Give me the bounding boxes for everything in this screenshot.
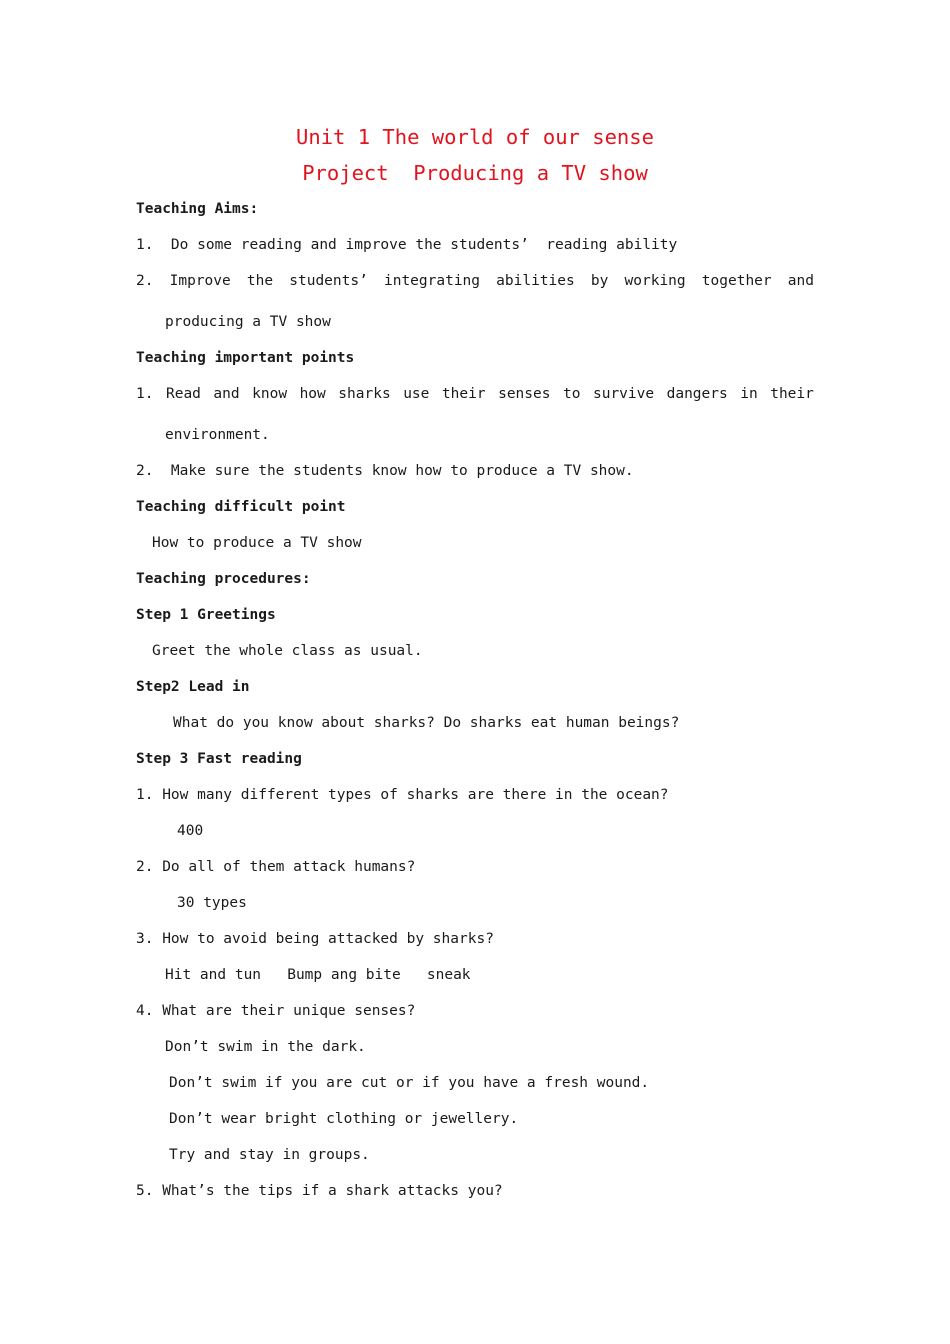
- word: use: [403, 386, 430, 402]
- word: in: [740, 386, 758, 402]
- important-points-heading: Teaching important points: [136, 350, 355, 366]
- step3-answer-1: 400: [177, 823, 204, 839]
- step1-text: Greet the whole class as usual.: [152, 643, 423, 659]
- word: dangers: [666, 386, 728, 402]
- aims-item-2: [136, 271, 814, 291]
- step3-answer-4-line-2: Don’t swim if you are cut or if you have a fresh wound.: [169, 1075, 650, 1091]
- step2-text: What do you know about sharks? Do sharks eat human beings?: [173, 715, 680, 731]
- word: together: [701, 273, 772, 289]
- word: working: [624, 273, 686, 289]
- aims-heading: Teaching Aims:: [136, 201, 259, 217]
- step3-question-1: 1. How many different types of sharks are there in the ocean?: [136, 787, 669, 803]
- important-point-1-continued: environment.: [165, 427, 270, 443]
- word: survive: [592, 386, 655, 402]
- step3-answer-4-line-1: Don’t swim in the dark.: [165, 1039, 366, 1055]
- word: Improve: [169, 273, 231, 289]
- word: and: [787, 273, 814, 289]
- step3-question-3: 3. How to avoid being attacked by sharks?: [136, 931, 494, 947]
- word: integrating: [383, 273, 481, 289]
- word: 1.: [136, 386, 154, 402]
- word: senses: [498, 386, 551, 402]
- word: Read: [165, 386, 201, 402]
- word: abilities: [496, 273, 575, 289]
- document-title: Unit 1 The world of our sense: [296, 125, 654, 149]
- word: sharks: [338, 386, 391, 402]
- word: the: [246, 273, 274, 289]
- step2-heading: Step2 Lead in: [136, 679, 250, 695]
- step3-question-4: 4. What are their unique senses?: [136, 1003, 416, 1019]
- word: and: [213, 386, 240, 402]
- step3-answer-4-line-4: Try and stay in groups.: [169, 1147, 370, 1163]
- step3-answer-2: 30 types: [177, 895, 247, 911]
- word: by: [590, 273, 609, 289]
- step3-question-2: 2. Do all of them attack humans?: [136, 859, 416, 875]
- important-point-1: [136, 384, 814, 404]
- aims-item-2-continued: producing a TV show: [165, 314, 331, 330]
- important-point-2: 2. Make sure the students know how to produce a TV show.: [136, 463, 634, 479]
- difficult-point-heading: Teaching difficult point: [136, 499, 346, 515]
- aims-item-1: 1. Do some reading and improve the students’ reading ability: [136, 237, 678, 253]
- step3-answer-3: Hit and tun Bump ang bite sneak: [165, 967, 471, 983]
- step3-heading: Step 3 Fast reading: [136, 751, 302, 767]
- word: know: [252, 386, 288, 402]
- step1-heading: Step 1 Greetings: [136, 607, 276, 623]
- procedures-heading: Teaching procedures:: [136, 571, 311, 587]
- step3-answer-4-line-3: Don’t wear bright clothing or jewellery.: [169, 1111, 519, 1127]
- word: their: [770, 386, 814, 402]
- difficult-point-text: How to produce a TV show: [152, 535, 362, 551]
- word: their: [441, 386, 486, 402]
- word: students’: [289, 273, 368, 289]
- word: to: [563, 386, 581, 402]
- step3-question-5: 5. What’s the tips if a shark attacks you?: [136, 1183, 503, 1199]
- word: how: [299, 386, 326, 402]
- document-subtitle: Project Producing a TV show: [302, 161, 648, 185]
- word: 2.: [136, 273, 154, 289]
